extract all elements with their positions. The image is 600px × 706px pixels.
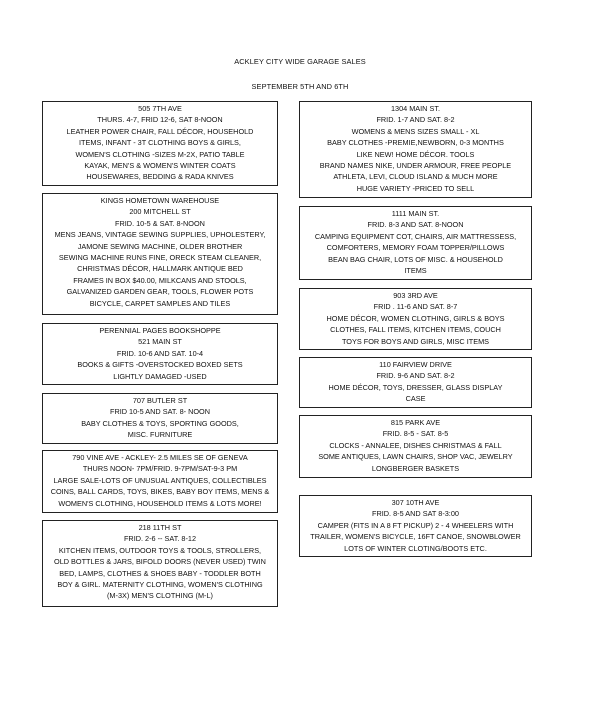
listing-line: BED, LAMPS, CLOTHES & SHOES BABY - TODDLER BOTH	[59, 568, 261, 578]
listing-address: 707 BUTLER ST	[132, 396, 188, 405]
sale-listing	[42, 393, 278, 444]
listing-hours: FRID. 10-6 AND SAT. 10-4	[116, 348, 204, 358]
listing-hours: THURS NOON- 7PM/FRID. 9-7PM/SAT-9-3 PM	[82, 464, 238, 474]
listing-line: BOY & GIRL. MATERNITY CLOTHING, WOMEN'S CLOTHING	[57, 580, 263, 590]
listing-hours: FRID . 11-6 AND SAT. 8-7	[373, 302, 458, 312]
listing-line: TOYS FOR BOYS AND GIRLS, MISC ITEMS	[341, 336, 490, 346]
listing-line: COMFORTERS, MEMORY FOAM TOPPER/PILLOWS	[326, 243, 505, 253]
listing-hours: FRID. 9-6 AND SAT. 8-2	[376, 371, 455, 381]
listing-line: BABY CLOTHES -PREMIE,NEWBORN, 0-3 MONTHS	[327, 138, 504, 148]
listing-line: HOME DÉCOR, WOMEN CLOTHING, GIRLS & BOYS	[326, 313, 505, 323]
listing-line: LARGE SALE-LOTS OF UNUSUAL ANTIQUES, COLLECTIBLES	[53, 475, 267, 485]
listing-line: GALVANIZED GARDEN GEAR, TOOLS, FLOWER POTS	[66, 287, 254, 297]
listing-line: TRAILER, WOMEN'S BICYCLE, 16FT CANOE, SNOWBLOWER	[310, 532, 521, 542]
listing-address: 505 7TH AVE	[138, 104, 182, 113]
listing-line: WOMEN'S CLOTHING -SIZES M-2X, PATIO TABLE	[75, 149, 245, 159]
listing-hours: FRID. 8-5 AND SAT 8-3:00	[372, 509, 459, 519]
listing-address: 218 11TH ST	[138, 523, 182, 532]
listing-line: ITEMS	[404, 266, 427, 276]
listing-line: WOMEN'S CLOTHING, HOUSEHOLD ITEMS & LOTS MORE!	[58, 498, 262, 508]
listing-line: CHRISTMAS DÉCOR, HALLMARK ANTIQUE BED	[77, 264, 243, 274]
sale-listing	[299, 101, 532, 198]
listing-line: BICYCLE, CARPET SAMPLES AND TILES	[89, 298, 231, 308]
listing-hours: FRID. 8-5 - SAT. 8-5	[382, 429, 449, 439]
listing-line: CAMPER (FITS IN A 8 FT PICKUP) 2 - 4 WHEELERS WITH	[317, 520, 514, 530]
listing-line: HOUSEWARES, BEDDING & RADA KNIVES	[86, 172, 234, 182]
listing-line: KITCHEN ITEMS, OUTDOOR TOYS & TOOLS, STROLLERS,	[58, 545, 262, 555]
listing-line: KAYAK, MEN'S & WOMEN'S WINTER COATS	[84, 161, 236, 171]
listing-address: 1111 MAIN ST.	[391, 209, 440, 218]
listing-line: CAMPING EQUIPMENT COT, CHAIRS, AIR MATTRESSESS,	[314, 231, 517, 241]
listing-line: LIKE NEW! HOME DÉCOR. TOOLS	[356, 149, 475, 159]
listing-hours: FRID. 10-5 & SAT. 8-NOON	[115, 218, 205, 228]
listing-line: WOMENS & MENS SIZES SMALL - XL	[351, 126, 480, 136]
listing-line: HOME DÉCOR, TOYS, DRESSER, GLASS DISPLAY	[328, 382, 503, 392]
listing-line: LONGBERGER BASKETS	[371, 463, 460, 473]
sale-listing	[299, 206, 532, 280]
listing-line: LIGHTLY DAMAGED -USED	[113, 371, 207, 381]
listing-line: CLOTHES, FALL ITEMS, KITCHEN ITEMS, COUCH	[330, 325, 501, 335]
sale-listing	[42, 193, 278, 315]
listing-address: 521 MAIN ST	[138, 337, 182, 347]
listing-address: 110 FAIRVIEW DRIVE	[379, 360, 452, 369]
listing-hours: THURS. 4-7, FRID 12-6, SAT 8-NOON	[97, 115, 223, 125]
listing-line: LOTS OF WINTER CLOTING/BOOTS ETC.	[344, 543, 487, 553]
listing-line: OLD BOTTLES & JARS, BIFOLD DOORS (NEVER USED) TWIN	[54, 557, 266, 567]
sale-listing	[42, 101, 278, 186]
listing-line: ITEMS, INFANT - 3T CLOTHING BOYS & GIRLS,	[79, 138, 241, 148]
listing-hours: FRID. 2-6 -- SAT. 8-12	[123, 534, 197, 544]
listing-line: JAMONE SEWING MACHINE, OLDER BROTHER	[77, 241, 243, 251]
listing-line: BABY CLOTHES & TOYS, SPORTING GOODS,	[81, 418, 239, 428]
listing-address: 903 3RD AVE	[393, 291, 438, 300]
listing-line: MENS JEANS, VINTAGE SEWING SUPPLIES, UPHOLESTERY,	[54, 230, 266, 240]
listing-address: 200 MITCHELL ST	[129, 207, 191, 217]
sale-listing	[42, 323, 278, 385]
listing-hours: FRID 10-5 AND SAT. 8- NOON	[109, 407, 210, 417]
listing-line: ATHLETA, LEVI, CLOUD ISLAND & MUCH MORE	[333, 172, 498, 182]
listing-hours: FRID. 1-7 AND SAT. 8-2	[376, 115, 455, 125]
listing-line: HUGE VARIETY -PRICED TO SELL	[356, 183, 475, 193]
listing-line: (M-3X) MEN'S CLOTHING (M-L)	[107, 591, 213, 601]
sale-listing	[299, 415, 532, 478]
page-title: ACKLEY CITY WIDE GARAGE SALES	[234, 57, 366, 66]
listing-address: 790 VINE AVE - ACKLEY- 2.5 MILES SE OF GENEVA	[72, 453, 248, 462]
sale-dates: SEPTEMBER 5TH AND 6TH	[251, 82, 349, 91]
listing-line: FRAMES IN BOX $40.00, MILKCANS AND STOOLS,	[73, 275, 247, 285]
sale-listing	[299, 357, 532, 408]
sale-listing	[42, 450, 278, 513]
listing-line: SOME ANTIQUES, LAWN CHAIRS, SHOP VAC, JEWELRY	[318, 452, 513, 462]
listing-line: CLOCKS - ANNALEE, DISHES CHRISTMAS & FALL	[329, 440, 502, 450]
listing-address: 815 PARK AVE	[390, 418, 441, 427]
listing-hours: FRID. 8-3 AND SAT. 8-NOON	[367, 220, 464, 230]
listing-line: COINS, BALL CARDS, TOYS, BIKES, BABY BOY ITEMS, MENS &	[50, 487, 270, 497]
listing-address: 307 10TH AVE	[391, 498, 440, 507]
listing-line: BRAND NAMES NIKE, UNDER ARMOUR, FREE PEOPLE	[319, 161, 512, 171]
listing-line: CASE	[405, 394, 426, 404]
listing-line: LEATHER POWER CHAIR, FALL DÉCOR, HOUSEHOLD	[66, 126, 254, 136]
listing-line: SEWING MACHINE RUNS FINE, ORECK STEAM CLEANER,	[58, 253, 262, 263]
sale-listing	[42, 520, 278, 607]
listing-business: PERENNIAL PAGES BOOKSHOPPE	[99, 326, 221, 335]
listing-line: BOOKS & GIFTS -OVERSTOCKED BOXED SETS	[77, 360, 243, 370]
listing-address: 1304 MAIN ST.	[390, 104, 441, 113]
sale-listing	[299, 288, 532, 350]
sale-listing	[299, 495, 532, 557]
listing-business: KINGS HOMETOWN WAREHOUSE	[100, 196, 220, 205]
listing-line: MISC. FURNITURE	[127, 430, 193, 440]
listing-line: BEAN BAG CHAIR, LOTS OF MISC. & HOUSEHOLD	[328, 254, 503, 264]
